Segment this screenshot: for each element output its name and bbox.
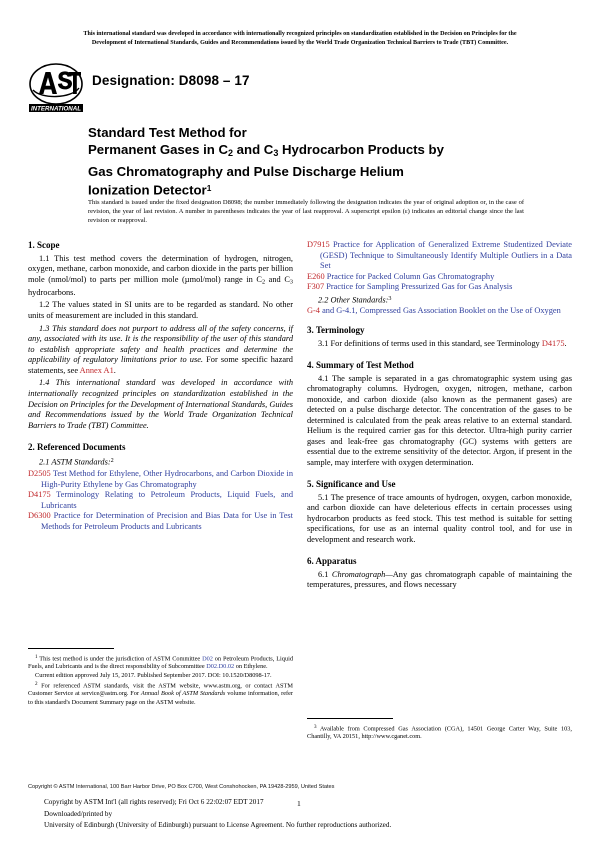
license-line-2: Downloaded/printed by <box>44 809 113 818</box>
paragraph-3-1: 3.1 For definitions of terms used in this standard, see Terminology D4175. <box>318 338 567 348</box>
section-heading-scope: 1. Scope <box>28 240 60 250</box>
reference-title[interactable]: and G-4.1, Compressed Gas Association Booklet on the Use of Oxygen <box>319 306 561 316</box>
footnote-1: $^1$ This test method is under the jurisdiction of ASTM Committee D02 on Petroleum Products, Liquid Fuels, and Lubricants and is the direct responsibility of Subcommittee D02.D0.02 on Ethylene. <box>28 654 293 671</box>
link-d4175[interactable]: D4175 <box>541 338 565 348</box>
reference-item[interactable] <box>307 282 572 293</box>
subheading-astm-standards: 2.1 ASTM Standards:$^2$ <box>39 457 114 467</box>
reference-designation[interactable]: D6300 <box>28 511 51 521</box>
link-annex-a1[interactable]: Annex A1 <box>79 365 114 375</box>
reference-title[interactable]: Terminology Relating to Petroleum Products, Liquid Fuels, and Lubricants <box>41 490 294 510</box>
reference-item[interactable] <box>307 240 572 272</box>
title-line-3: Gas Chromatography and Pulse Discharge Helium <box>88 163 404 179</box>
reference-title[interactable]: Practice for Determination of Precision and Bias Data for Use in Test Methods for Petroleum Products and Lubricants <box>41 511 293 531</box>
footnote-rule <box>307 718 393 719</box>
reference-designation[interactable]: E260 <box>307 271 325 281</box>
reference-title[interactable]: Practice for Application of Generalized Extreme Studentized Deviate (GESD) Technique to Simultaneously Identify Multiple Outliers in a Data Set <box>320 240 573 271</box>
designation-label: Designation: D8098 – 17 <box>92 73 250 88</box>
footnote-3: $^3$ Available from Compressed Gas Association (CGA), 14501 George Carter Way, Suite 103, Chantilly, VA 20151, http://www.cganet.com. <box>307 724 572 741</box>
section-heading-apparatus: 6. Apparatus <box>307 556 357 567</box>
column-left <box>28 240 293 532</box>
section-heading-terminology: 3. Terminology <box>307 325 365 336</box>
reference-designation[interactable]: D2505 <box>28 469 51 478</box>
footnotes-left <box>28 648 293 707</box>
wto-notice-line-1: This international standard was developed in accordance with internationally recognized principles on standardization established in the Decision on Principles for the <box>83 31 517 37</box>
section-heading-significance-and-use: 5. Significance and Use <box>307 479 396 490</box>
reference-item[interactable] <box>28 490 293 511</box>
paragraph-1-4: 1.4 This international standard was developed in accordance with internationally recognized principles on standardization established in the Decision on Principles for the Development of International Standards, Guides and Recommendations issued by the World Trade Organization Technical Barriers to Trade (TBT) Committee. <box>28 378 293 430</box>
footnotes-right <box>307 718 572 742</box>
reference-item[interactable] <box>28 511 293 532</box>
astm-logo-icon <box>27 63 85 115</box>
page-title <box>88 124 528 199</box>
paragraph-6-1: 6.1 Chromatograph—Any gas chromatograph capable of maintaining the temperatures, pressures, and flows necessary <box>307 569 572 590</box>
license-line-3: University of Edinburgh (University of Edinburgh) pursuant to License Agreement. No further reproductions authorized. <box>44 821 392 830</box>
reference-designation[interactable]: D4175 <box>28 490 51 500</box>
paragraph-5-1: 5.1 The presence of trace amounts of hydrogen, oxygen, carbon monoxide, and carbon dioxide can have deleterious effects in certain processes using hydrocarbon products as feed stock. This test method is suitable for setting specifications, for use as an internal quality control tool, and for use in development and research work. <box>307 492 572 544</box>
title-line-2: Permanent Gases in $C_2$ and $C_3$ Hydrocarbon Products by <box>88 142 444 159</box>
reference-designation[interactable]: D7915 <box>307 240 330 249</box>
title-line-4: Ionization Detector$^1$ <box>88 182 212 198</box>
section-heading-summary-of-test-method: 4. Summary of Test Method <box>307 360 414 371</box>
copyright-notice: Copyright © ASTM International, 100 Barr Harbor Drive, PO Box C700, West Conshohocken, PA 19428-2959, United States <box>28 784 335 790</box>
subheading-other-standards: 2.2 Other Standards:$^3$ <box>318 294 392 305</box>
wto-notice-line-2: Development of International Standards, Guides and Recommendations issued by the World Trade Organization Technical Barriers to Trade (TBT) Committee. <box>91 40 509 47</box>
link-committee-d02[interactable]: D02 <box>202 655 213 663</box>
page-number: 1 <box>297 799 301 808</box>
footnote-rule <box>28 648 114 649</box>
reference-title[interactable]: Test Method for Ethylene, Other Hydrocarbons, and Carbon Dioxide in High-Purity Ethylene by Gas Chromatography <box>41 469 293 489</box>
paragraph-1-2: 1.2 The values stated in SI units are to be regarded as standard. No other units of measurement are included in this standard. <box>28 300 293 320</box>
logo-subtitle: INTERNATIONAL <box>30 105 82 113</box>
reference-item[interactable] <box>307 272 572 283</box>
paragraph-1-1: 1.1 This test method covers the determination of hydrogen, nitrogen, oxygen, methane, carbon monoxide, and carbon dioxide in the parts per billion mole (nmol/mol) to parts per million mole (µmol/mol) range in $C_2$ and $C_3$ hydrocarbons. <box>28 253 293 297</box>
paragraph-4-1: 4.1 The sample is separated in a gas chromatographic system using gas chromatography columns. Hydrogen, oxygen, nitrogen, methane, carbon monoxide, and carbon dioxide (also known as the permanent gases) are detected on a pulse discharge detector. The concentration of the gases to be determined is calculated from the peak areas relative to an external standard. Helium is the required carrier gas for this detector. Ultra-high purity carrier gases and leak-free gas chromatography (GC) systems with getters are essential due to the extreme sensitivity of the detector. Argon, if present in the sample, may interfere with oxygen determination. <box>307 373 572 468</box>
footnote-2: $^2$ For referenced ASTM standards, visit the ASTM website, www.astm.org, or contact ASTM Customer Service at service@astm.org. For Annual Book of ASTM Standards volume information, refer to this standard's Document Summary page on the ASTM website. <box>28 680 294 706</box>
reference-designation[interactable]: G-4 <box>307 306 320 316</box>
section-heading-referenced-documents: 2. Referenced Documents <box>28 441 126 452</box>
reference-item[interactable] <box>307 306 572 317</box>
column-right <box>307 240 572 593</box>
issued-under-note: This standard is issued under the fixed designation D8098; the number immediately following the designation indicates the year of original adoption or, in the case of revision, the year of last revision. A number in parentheses indicates the year of last reapproval. A superscript epsilon (ε) indicates an editorial change since the last revision or reapproval. <box>88 199 524 225</box>
reference-title[interactable]: Practice for Sampling Pressurized Gas for Gas Analysis <box>326 282 513 292</box>
paragraph-1-3: 1.3 This standard does not purport to address all of the safety concerns, if any, associated with its use. It is the responsibility of the user of this standard to establish appropriate safety and health practices and determine the applicability of regulatory limitations prior to use. For some specific hazard statements, see Annex A1. <box>28 323 293 375</box>
link-subcommittee-d02-d0-02[interactable]: D02.D0.02 <box>206 663 235 671</box>
footnote-current-edition: Current edition approved July 15, 2017. Published September 2017. DOI: 10.1520/D8098-17. <box>35 671 272 679</box>
wto-notice <box>28 30 572 49</box>
reference-title[interactable]: Practice for Packed Column Gas Chromatography <box>326 271 495 281</box>
license-block <box>44 797 544 832</box>
license-line-1: Copyright by ASTM Int'l (all rights reserved); Fri Oct 6 22:02:07 EDT 2017 <box>44 798 264 806</box>
reference-item[interactable] <box>28 469 293 490</box>
astm-logo <box>27 63 85 115</box>
title-line-1: Standard Test Method for <box>88 125 247 140</box>
reference-designation[interactable]: F307 <box>307 282 325 292</box>
